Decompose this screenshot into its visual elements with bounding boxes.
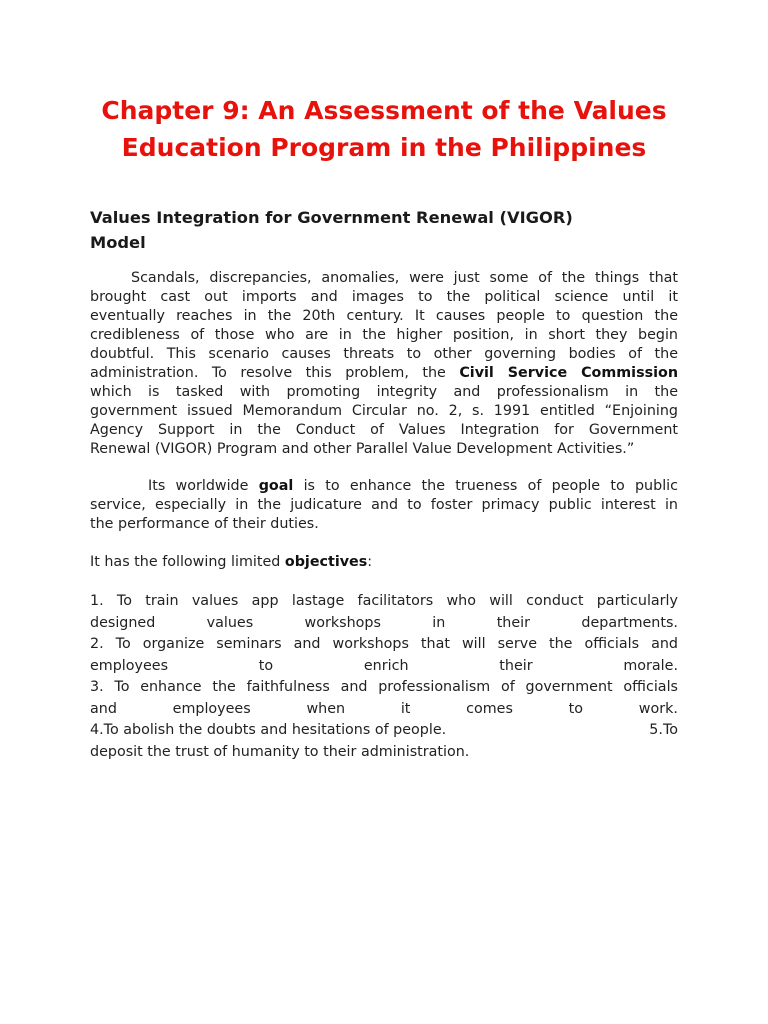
paragraph-line (90, 553, 678, 572)
objective-4-line (90, 720, 678, 742)
paragraph-line: service, especially in the judicature and to foster primacy public interest in (90, 497, 678, 513)
paragraph-line: doubtful. This scenario causes threats to other governing bodies of the (90, 346, 678, 362)
objective-4-text: 4.To abolish the doubts and hesitations of people. (90, 722, 447, 738)
objective-word: their (499, 657, 533, 674)
paragraph-intro (90, 269, 678, 459)
section-heading-line-1: Values Integration for Government Renewal (VIGOR) (90, 208, 573, 227)
paragraph-line (90, 364, 678, 383)
objective-word: comes (466, 700, 513, 717)
civil-service-commission-bold: Civil Service Commission (459, 365, 678, 381)
paragraph-line (90, 477, 678, 496)
objective-word: in (432, 614, 446, 631)
chapter-title (40, 92, 728, 166)
objective-5-start: 5.To (649, 722, 678, 738)
paragraph-line: eventually reaches in the 20th century. It causes people to question the (90, 308, 678, 324)
objective-word: workshops (304, 614, 381, 631)
paragraph-line: the performance of their duties. (90, 516, 319, 532)
objective-word: their (496, 614, 531, 631)
paragraph-objectives-intro (90, 553, 678, 572)
objective-2-line-1: 2. To organize seminars and workshops that will serve the officials and (90, 636, 678, 652)
objective-5-line-2: deposit the trust of humanity to their administration. (90, 743, 470, 760)
objective-word: employees (172, 700, 251, 717)
paragraph-text: is to enhance the trueness of people to public (293, 478, 678, 494)
paragraph-line: Agency Support in the Conduct of Values Integration for Government (90, 422, 678, 438)
objective-word: designed (90, 614, 156, 631)
objective-word: values (206, 614, 254, 631)
objective-word: work. (638, 700, 678, 717)
paragraph-text: It has the following limited (90, 554, 285, 570)
objective-word: morale. (623, 657, 678, 674)
chapter-title-line-1: Chapter 9: An Assessment of the Values (101, 96, 667, 125)
goal-bold: goal (258, 478, 294, 494)
objective-1-line-2 (90, 613, 678, 635)
section-heading-line-2: Model (90, 233, 146, 252)
paragraph-line: brought cast out imports and images to the political science until it (90, 289, 678, 305)
objective-word: departments. (581, 614, 678, 631)
objective-word: enrich (363, 657, 409, 674)
paragraph-goal (90, 477, 678, 534)
paragraph-text: administration. To resolve this problem, the (90, 365, 460, 381)
section-heading (90, 205, 690, 255)
objective-3-line-1: 3. To enhance the faithfulness and professionalism of government officials (90, 679, 678, 695)
objective-word: and (90, 700, 117, 717)
objective-word: employees (90, 657, 169, 674)
objective-1-line-1: 1. To train values app lastage facilitators who will conduct particularly (90, 593, 678, 609)
objective-word: to (258, 657, 274, 674)
chapter-title-line-2: Education Program in the Philippines (121, 133, 647, 162)
paragraph-line: Scandals, discrepancies, anomalies, were just some of the things that (131, 270, 678, 286)
paragraph-line: government issued Memorandum Circular no. 2, s. 1991 entitled “Enjoining (90, 403, 678, 419)
objective-word: when (306, 700, 346, 717)
objective-word: it (400, 700, 411, 717)
paragraph-text: Its worldwide (148, 478, 259, 494)
paragraph-text: : (367, 554, 373, 570)
objectives-list (90, 591, 678, 763)
objective-word: to (568, 700, 584, 717)
paragraph-line: which is tasked with promoting integrity and professionalism in the (90, 384, 678, 400)
objectives-bold: objectives (284, 554, 368, 570)
objective-2-line-2 (90, 656, 678, 678)
paragraph-line: Renewal (VIGOR) Program and other Parallel Value Development Activities.” (90, 441, 635, 457)
paragraph-line: credibleness of those who are in the higher position, in short they begin (90, 327, 678, 343)
objective-3-line-2 (90, 699, 678, 721)
